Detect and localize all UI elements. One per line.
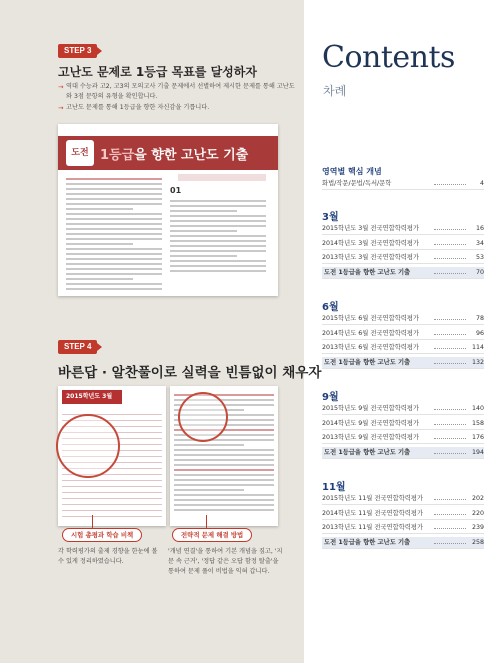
toc-row-page: 114 [471,344,484,351]
step4-sample-spread [58,386,278,526]
toc-row-label: 도전 1등급을 향한 고난도 기출 [324,538,411,546]
toc-leader-dots [434,258,466,259]
toc-row-label: 2015학년도 6월 전국연합학력평가 [322,315,420,322]
sample-passage-column [66,178,162,293]
caption-label-left: 시험 총평과 학습 비책 [62,528,142,542]
toc-row-label: 2013학년도 3월 전국연합학력평가 [322,254,420,261]
toc-row-page: 176 [471,434,484,441]
caption-connector-left [92,515,93,528]
dojeon-badge: 도전 [66,140,94,166]
toc-row-page: 140 [471,405,484,412]
toc-leader-dots [434,334,466,335]
toc-leader-dots [434,363,466,364]
toc-row-page: 96 [475,329,484,337]
toc-row[interactable] [322,313,484,325]
toc-row-label: 2013학년도 11월 전국연합학력평가 [322,524,424,531]
toc-row-label: 2013학년도 6월 전국연합학력평가 [322,344,420,351]
toc-section-title: 6월 [322,302,339,313]
toc-row-page: 202 [471,495,484,502]
toc-leader-dots [434,273,466,274]
toc-row-page: 158 [471,419,484,427]
toc-section-title: 3월 [322,212,339,223]
toc-row-challenge[interactable] [322,267,484,279]
toc-row[interactable] [322,252,484,264]
caption-connector-right [206,515,207,528]
toc-row-challenge[interactable] [322,357,484,369]
magnifier-circle-left [56,414,120,478]
toc-leader-dots [434,409,466,410]
toc-row-challenge[interactable] [322,537,484,549]
step4-badge: STEP 4 [58,340,97,354]
toc-leader-dots [434,229,466,230]
sample-header-title [100,144,248,163]
sample-tag [178,174,266,181]
toc-section-title: 9월 [322,392,339,403]
toc-row-label: 2014학년도 3월 전국연합학력평가 [322,239,420,247]
toc-section-title: 11월 [322,482,346,493]
toc-section-title: 영역별 핵심 개념 [322,167,382,176]
sample-question-number: 01 [170,186,182,195]
sample-header-rest: 을 향한 고난도 기출 [134,148,249,163]
toc-leader-dots [434,319,466,320]
toc-row-label: 2015학년도 9월 전국연합학력평가 [322,405,420,412]
toc-leader-dots [434,514,466,515]
toc-row[interactable] [322,328,484,340]
toc-row[interactable] [322,418,484,430]
toc-leader-dots [434,453,466,454]
toc-row[interactable] [322,403,484,415]
step3-title: 고난도 문제로 1등급 목표를 달성하자 [58,65,257,79]
toc-row-label: 도전 1등급을 향한 고난도 기출 [324,268,411,276]
toc-row-label: 2015학년도 11월 전국연합학력평가 [322,495,424,502]
sample-question-column [170,200,266,275]
toc-leader-dots [434,438,466,439]
toc-row-page: 34 [475,239,484,247]
toc-row-label: 2015학년도 3월 전국연합학력평가 [322,225,420,232]
toc-row-page: 78 [475,315,484,322]
contents-title: Contents [322,40,455,75]
toc-leader-dots [434,424,466,425]
toc-row[interactable] [322,493,484,505]
toc-row-label: 도전 1등급을 향한 고난도 기출 [324,448,411,456]
toc-row[interactable] [322,342,484,354]
toc-leader-dots [434,244,466,245]
contents-subtitle: 차례 [323,84,347,98]
toc-leader-dots [434,543,466,544]
toc-row-label: 2014학년도 11월 전국연합학력평가 [322,509,424,517]
toc-leader-dots [434,184,466,185]
sample-answer-header [62,390,122,404]
caption-label-right: 전략적 문제 해결 방법 [172,528,252,542]
toc-row-page: 16 [475,225,484,232]
step3-badge: STEP 3 [58,44,97,58]
toc-row-page: 220 [471,509,484,517]
toc-row-page: 53 [475,254,484,261]
step3-bullet-1: → 역대 수능과 고2, 고3의 모의고사 기출 문제에서 선별하여 제시한 문제를 통해 고난도와 3점 문항의 유형을 확인합니다. [58,82,298,102]
toc-row-label: 화법/작문/문법/독서/문학 [322,180,392,187]
toc-row-page: 194 [471,448,484,456]
toc-row-page: 258 [471,538,484,546]
magnifier-circle-right [178,392,228,442]
caption-text-right: '개념 연결'을 통하여 기본 개념을 짚고, '지문 속 근거', '정답 같은 오답 함정 탈출'을 통하여 문제 풀이 비법을 익혀 갑니다. [168,548,283,575]
toc-row[interactable] [322,238,484,250]
caption-text-left: 각 학력평가의 출제 경향을 한눈에 볼 수 있게 정리하였습니다. [58,548,158,565]
toc-row-page: 132 [471,358,484,366]
toc-leader-dots [434,499,466,500]
toc-row[interactable] [322,432,484,444]
step3-sample-page [58,124,278,296]
toc-row[interactable] [322,508,484,520]
step4-title: 바른답 · 알찬풀이로 실력을 빈틈없이 채우자 [58,365,322,381]
toc-row-label: 2014학년도 9월 전국연합학력평가 [322,419,420,427]
toc-row-label: 2014학년도 6월 전국연합학력평가 [322,329,420,337]
toc-row-challenge[interactable] [322,447,484,459]
step3-bullet-2: → 고난도 문제를 통해 1등급을 향한 자신감을 기릅니다. [58,103,298,113]
toc-leader-dots [434,528,466,529]
sample-answer-header-text: 2015학년도 3월 [66,393,113,400]
toc-row-label: 도전 1등급을 향한 고난도 기출 [324,358,411,366]
toc-row[interactable] [322,223,484,235]
toc-row[interactable] [322,522,484,534]
toc-row[interactable] [322,178,484,190]
toc-row-page: 239 [471,524,484,531]
toc-row-label: 2013학년도 9월 전국연합학력평가 [322,434,420,441]
sample-header-highlight: 1등급 [100,148,135,163]
toc-row-page: 4 [479,180,484,187]
toc-row-page: 70 [475,268,484,276]
toc-leader-dots [434,348,466,349]
